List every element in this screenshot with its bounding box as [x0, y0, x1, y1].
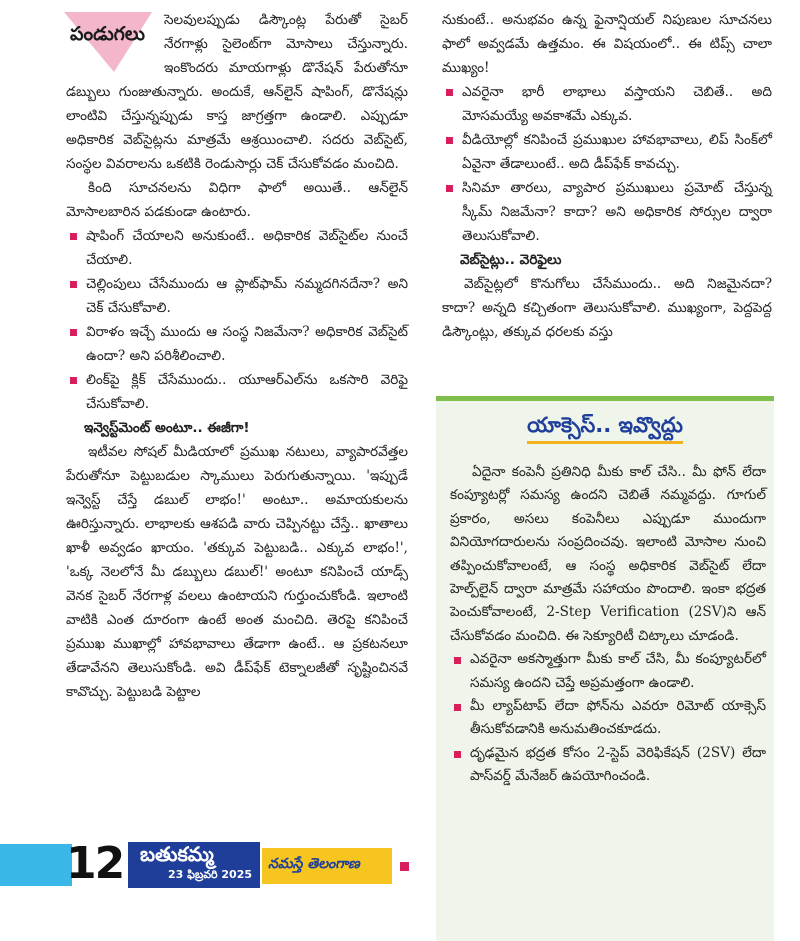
paragraph-investment: ఇటీవల సోషల్ మీడియాలో ప్రముఖ నటులు, వ్యాపారవేత్తల పేరుతోనూ పెట్టుబడుల స్కాములు పెరుగుతున్నాయి. 'ఇప్పుడే ఇన్వెస్ట్ చేస్తే డబుల్ లాభం!' అంటూ.. అమాయకులను ఊరిస్తున్నారు. లాభాలకు ఆశపడి వారు చెప్పినట్టు చేస్తే.. ఖాతాలు ఖాళీ అవ్వడం ఖాయం. 'తక్కువ పెట్టుబడి.. ఎక్కువ లాభం!', 'ఒక్క నెలలోనే మీ డబ్బులు డబుల్!' అంటూ కనిపించే యాడ్స్ వెనక సైబర్ నేరగాళ్ల వలలు ఉంటాయని గుర్తుంచుకోండి. ఇలాంటి వాటికి ఎంత దూరంగా ఉంటే అంత మంచిది. తెరపై కనిపించే ప్రముఖ ముఖాల్లో హావభావాలు తేడాగా ఉంటే.. ఆ ప్రకటనలూ తేడావేనని తెలుసుకోండి. అవి డీప్‌ఫేక్ టెక్నాలజీతో సృష్టించినవే కావొచ్చు. పెట్టుబడి పెట్టాల — [66, 444, 408, 700]
brand-name: బతుకమ్మ — [140, 842, 214, 866]
bullet-icon — [446, 89, 453, 96]
box-paragraph: ఏదైనా కంపెనీ ప్రతినిధి మీకు కాల్ చేసి.. మీ ఫోన్ లేదా కంప్యూటర్లో సమస్య ఉందని చెబితే నమ్మవద్దు. గూగుల్ ప్రకారం, అసలు కంపెనీలు ఎప్పుడూ ముందుగా వినియోగదారులను సంప్రదించవు. ఇలాంటి మోసాల నుంచి తప్పించుకోవాలంటే, ఆ సంస్థ అధికారిక వెబ్‌సైట్ లేదా హెల్ప్‌లైన్ ద్వారా మాత్రమే సహాయం పొందాలి. ఇంకా భద్రత పెంచుకోవాలంటే, 2-Step Verification (2SV)ని ఆన్ చేసుకోవడం మంచిది. ఈ సెక్యూరిటీ చిట్కాలు చూడండి. — [450, 464, 766, 644]
list-item-text: విరాళం ఇచ్చే ముందు ఆ సంస్థ నిజమేనా? అధికారిక వెబ్‌సైట్ ఉందా? అని పరిశీలించాలి. — [86, 324, 408, 364]
access-warning-box — [436, 396, 774, 941]
bullet-icon — [454, 657, 461, 664]
subheading-websites: వెబ్‌సైట్లు.. వెరిఫైలు — [460, 252, 562, 268]
bullet-icon — [70, 329, 77, 336]
bullet-icon — [454, 751, 461, 758]
bullet-icon — [70, 233, 77, 240]
right-column — [442, 8, 772, 344]
box-title — [436, 413, 774, 443]
paragraph-continued: నుకుంటే.. అనుభవం ఉన్న ఫైనాన్షియల్ నిపుణుల సూచనలు ఫాలో అవ్వడమే ఉత్తమం. ఈ విషయంలో.. ఈ టిప్స్ చాలా ముఖ్యం! — [442, 12, 772, 76]
list-item — [442, 176, 772, 248]
investment-tips-list — [442, 80, 772, 248]
festival-drop-label — [62, 8, 154, 74]
left-column — [66, 8, 408, 704]
paragraph-tips-intro: కింది సూచనలను విధిగా ఫాలో అయితే.. ఆన్‌లైన్ మోసాలబారిన పడకుండా ఉంటారు. — [66, 180, 408, 220]
bullet-icon — [70, 377, 77, 384]
issue-date: 23 ఫిబ్రవరి 2025 — [168, 868, 252, 881]
bullet-icon — [446, 137, 453, 144]
list-item — [442, 128, 772, 176]
intro-text: సెలవులప్పుడు డిస్కౌంట్ల పేరుతో సైబర్ నేరగాళ్లు సైలెంట్‌గా మోసాలు చేస్తున్నారు. ఇంకొందరు మాయగాళ్లు డొనేషన్ పేరుతోనూ డబ్బులు గుంజుతున్నారు. అందుకే, ఆన్‌లైన్ షాపింగ్, డొనేషన్లు లాంటివి చేస్తున్నప్పుడు కాస్త జాగ్రత్తగా ఉండాలి. ఎప్పుడూ అధికారిక వెబ్‌సైట్లను మాత్రమే ఆశ్రయించాలి. సదరు వెబ్‌సైట్, సంస్థల వివరాలను ఒకటికి రెండుసార్లు చెక్ చేసుకోవడం మంచిది. — [66, 12, 408, 172]
list-item-text: లింక్‌పై క్లిక్ చేసేముందు.. యూఆర్‌ఎల్‌ను ఒకసారి వెరిఫై చేసుకోవాలి. — [86, 372, 408, 412]
list-item-text: ఎవరైనా అకస్మాత్తుగా మీకు కాల్ చేసి, మీ కంప్యూటర్‌లో సమస్య ఉందని చెప్తే అప్రమత్తంగా ఉండాలి. — [470, 651, 766, 691]
page-number: 12 — [66, 838, 124, 889]
bullet-icon — [446, 185, 453, 192]
list-item-text: ఎవరైనా భారీ లాభాలు వస్తాయని చెబితే.. అది మోసమయ్యే అవకాశమే ఎక్కువ. — [462, 84, 772, 124]
paragraph-websites: వెబ్‌సైట్లలో కొనుగోలు చేసేముందు.. అది నిజమైనదా? కాదా? అన్నది కచ్చితంగా తెలుసుకోవాలి. ముఖ్యంగా, పెద్దపెద్ద డిస్కౌంట్లు, తక్కువ ధరలకు వస్తు — [442, 276, 772, 340]
list-item — [450, 648, 766, 695]
box-body — [450, 461, 766, 789]
list-item-text: సినిమా తారలు, వ్యాపార ప్రముఖులు ప్రమోట్ చేస్తున్న స్కీమ్ నిజమేనా? కాదా? అని అధికారిక సోర్సుల ద్వారా తెలుసుకోవాలి. — [462, 180, 772, 244]
list-item-text: వీడియోల్లో కనిపించే ప్రముఖుల హావభావాలు, లిప్ సింక్‌లో ఏవైనా తేడాలుంటే.. అది డీప్‌ఫేక్ కావచ్చు. — [462, 132, 772, 172]
list-item — [66, 224, 408, 272]
security-tips-list — [450, 648, 766, 788]
list-item — [66, 368, 408, 416]
intro-paragraph — [66, 8, 408, 176]
footer-cyan-band — [0, 844, 72, 886]
list-item — [442, 80, 772, 128]
bullet-icon — [454, 704, 461, 711]
list-item-text: దృఢమైన భద్రత కోసం 2-స్టెప్ వెరిఫికేషన్ (2SV) లేదా పాస్‌వర్డ్ మేనేజర్ ఉపయోగించండి. — [470, 744, 766, 785]
list-item — [66, 320, 408, 368]
list-item-text: షాపింగ్ చేయాలని అనుకుంటే.. అధికారిక వెబ్‌సైట్‌ల నుంచే చేయాలి. — [86, 228, 408, 268]
box-title-text: యాక్సెస్.. ఇవ్వొద్దు — [527, 413, 683, 444]
footer-pink-square — [400, 862, 409, 871]
drop-label-text: పండుగలు — [70, 23, 145, 45]
bullet-icon — [70, 281, 77, 288]
list-item-text: మీ ల్యాప్‌టాప్ లేదా ఫోన్‌ను ఎవరూ రిమోట్ యాక్సెస్ తీసుకోవడానికి అనుమతించకూడదు. — [470, 698, 766, 738]
subheading-investment: ఇన్వెస్ట్‌మెంట్ అంటూ.. ఈజీగా! — [84, 420, 250, 436]
list-item-text: చెల్లింపులు చేసేముందు ఆ ప్లాట్‌ఫామ్ నమ్మదగినదేనా? అని చెక్ చేసుకోవాలి. — [86, 276, 408, 316]
shopping-tips-list — [66, 224, 408, 416]
list-item — [450, 695, 766, 742]
newspaper-name: నమస్తే తెలంగాణ — [268, 856, 360, 872]
list-item — [450, 742, 766, 789]
page-footer — [0, 838, 420, 888]
list-item — [66, 272, 408, 320]
